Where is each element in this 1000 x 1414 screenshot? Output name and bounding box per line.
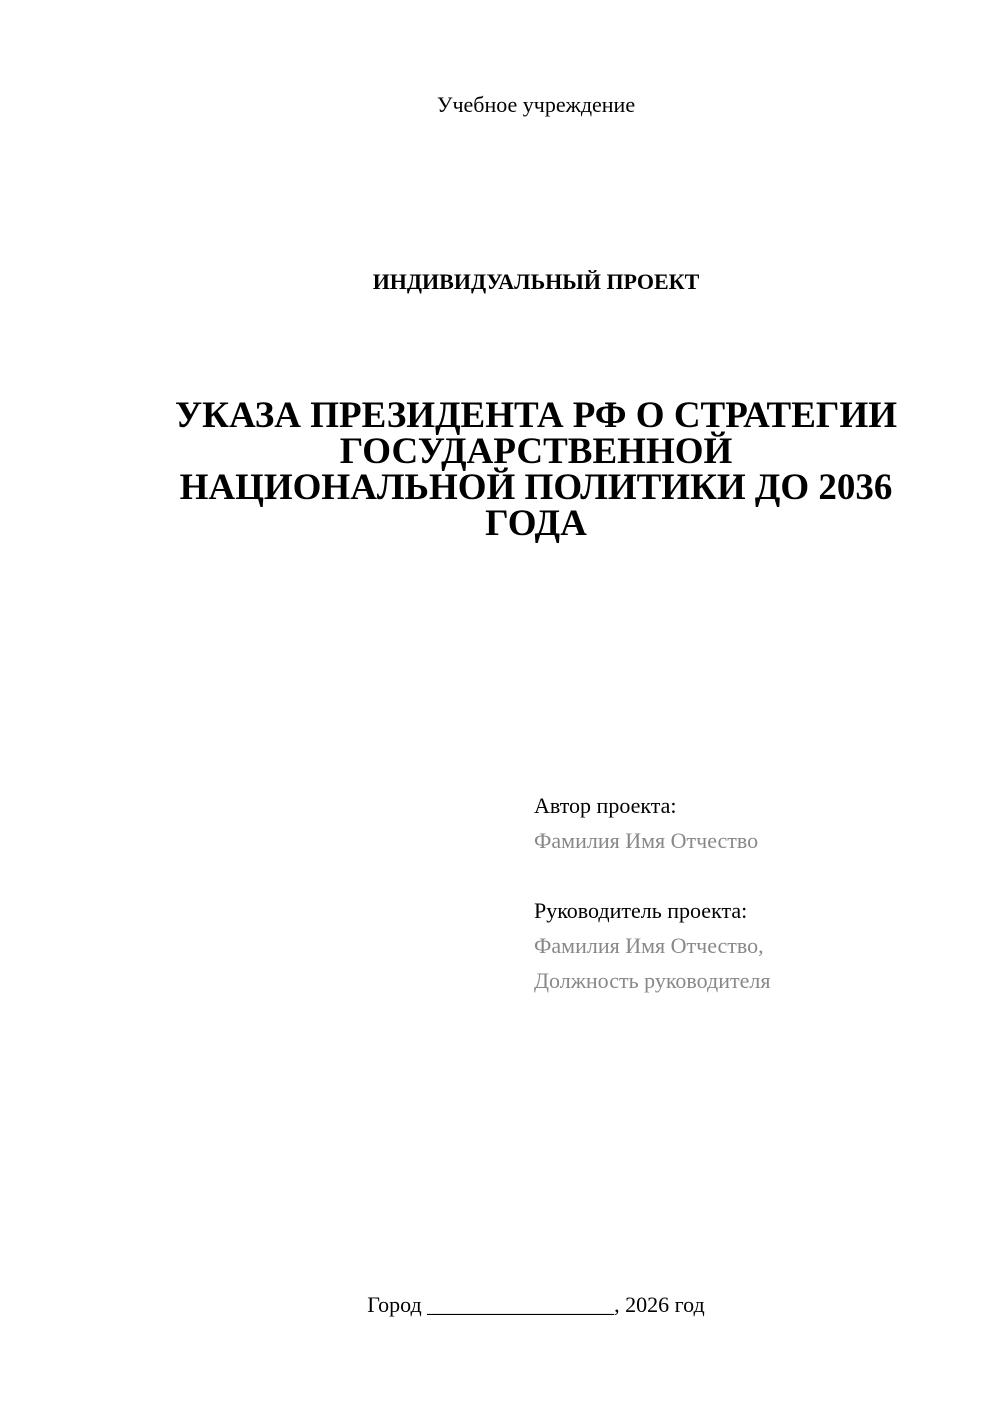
supervisor-name-placeholder: Фамилия Имя Отчество,	[534, 933, 764, 958]
project-type-heading: ИНДИВИДУАЛЬНЫЙ ПРОЕКТ	[372, 269, 700, 294]
title-line: ГОСУДАРСТВЕННОЙ	[339, 431, 733, 472]
title-line: НАЦИОНАЛЬНОЙ ПОЛИТИКИ ДО 2036	[179, 467, 893, 508]
project-title	[140, 395, 932, 544]
supervisor-position-placeholder: Должность руководителя	[534, 968, 771, 993]
institution-name: Учебное учреждение	[436, 92, 636, 117]
title-line: ГОДА	[485, 503, 587, 544]
author-name-placeholder: Фамилия Имя Отчество	[534, 828, 759, 853]
city-year-line: Город _________________, 2026 год	[367, 1292, 705, 1317]
title-line: УКАЗА ПРЕЗИДЕНТА РФ О СТРАТЕГИИ	[174, 395, 898, 436]
supervisor-label: Руководитель проекта:	[534, 898, 748, 923]
spacer	[534, 858, 974, 893]
signature-block	[534, 788, 974, 998]
author-label: Автор проекта:	[534, 793, 677, 818]
